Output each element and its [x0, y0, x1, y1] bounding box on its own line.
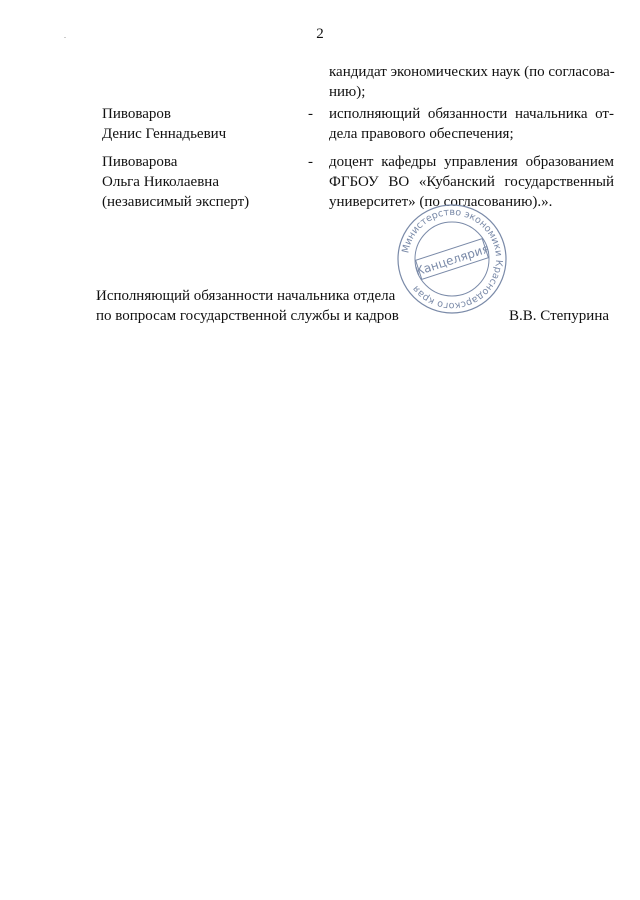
stamp-graphic — [395, 202, 509, 316]
signature-position-line-1: Исполняющий обязанности начальника отдела — [96, 288, 396, 304]
role-word: кафедры — [381, 154, 437, 170]
office-stamp — [395, 202, 509, 316]
member-2-role-line-1 — [329, 152, 614, 172]
role-word: начальника — [514, 106, 588, 122]
role-word: ВО — [388, 174, 410, 190]
member-2-surname: Пивоварова — [102, 154, 178, 170]
member-1-given-names: Денис Геннадьевич — [102, 126, 227, 142]
member-2-role-line-2 — [329, 172, 614, 192]
member-1-role-line-2: дела правового обеспечения; — [329, 126, 514, 142]
page-number: 2 — [316, 26, 324, 42]
role-word: обязанности — [427, 106, 508, 122]
role-word: исполняющий — [329, 106, 421, 122]
role-word: государственный — [504, 174, 614, 190]
continuation-line-2: нию); — [329, 84, 366, 100]
member-2-role-line-3: университет» (по согласованию).». — [329, 194, 553, 210]
member-1-surname: Пивоваров — [102, 106, 171, 122]
member-1-role-line-1 — [329, 104, 614, 124]
member-1-dash: - — [308, 106, 313, 122]
stamp-ring-text: Министерство экономики Краснодарского края — [400, 206, 505, 312]
member-2-dash: - — [308, 154, 313, 170]
role-word: ФГБОУ — [329, 174, 379, 190]
signature-name: В.В. Степурина — [509, 308, 610, 324]
role-word: образованием — [525, 154, 614, 170]
role-word: от- — [595, 106, 614, 122]
member-2-given-names: Ольга Николаевна — [102, 174, 219, 190]
role-word: доцент — [329, 154, 374, 170]
role-word: управления — [444, 154, 518, 170]
continuation-line-1: кандидат экономических наук (по согласова- — [329, 64, 615, 80]
stamp-center-text: Канцелярия — [413, 241, 491, 279]
member-2-note: (независимый эксперт) — [102, 194, 250, 210]
signature-position-line-2: по вопросам государственной службы и кадров — [96, 308, 399, 324]
role-word: «Кубанский — [418, 174, 495, 190]
